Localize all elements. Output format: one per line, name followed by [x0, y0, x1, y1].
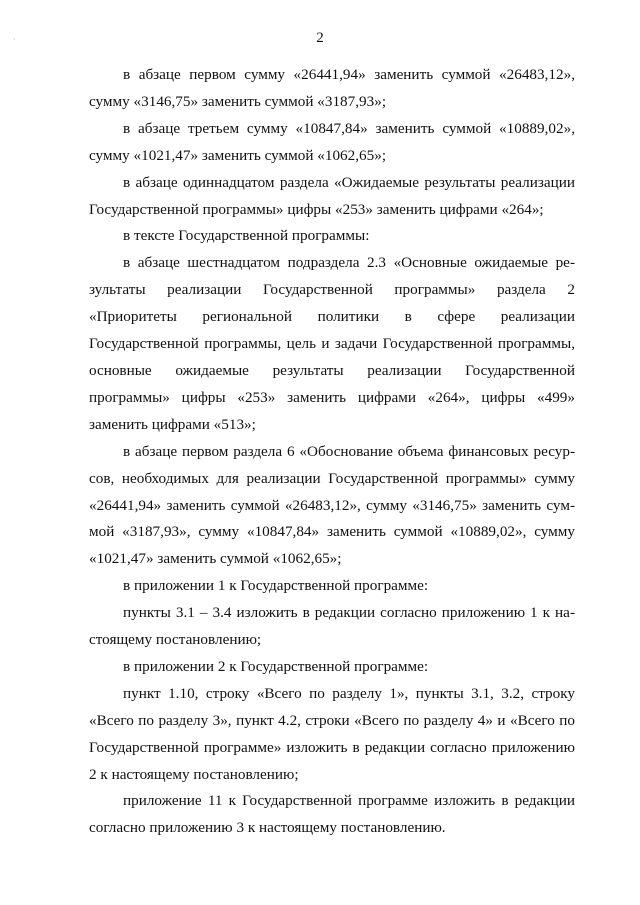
paragraph-3: в абзаце одиннадцатом раздела «Ожидаемые результаты реализации Государственной программы» цифры «253» заменить цифрами «264»; — [89, 173, 575, 218]
paragraph-6: в абзаце первом раздела 6 «Обоснование объема финансовых ресурсов, необходимых для реализации Государственной программы» сумму «26441,94» заменить суммой «26483,12», сумму «3146,75» заменить суммой «3187,93», сумму «10847,84» заменить суммой «10889,02», сумму «1021,47» заменить суммой «1062,65»; — [89, 442, 575, 568]
paragraph-7: в приложении 1 к Государственной программе: — [123, 577, 429, 595]
paragraph-11: приложение 11 к Государственной программе изложить в редакции согласно приложению 3 к настоящему постановлению. — [89, 792, 575, 837]
document-body — [89, 62, 575, 842]
paragraph-9: в приложении 2 к Государственной программе: — [123, 657, 429, 675]
paragraph-5: в абзаце шестнадцатом подраздела 2.3 «Основные ожидаемые результаты реализации Государственной программы» раздела 2 «Приоритеты региональной политики в сфере реализации Государственной программы, цель и задачи Государственной программы, основные ожидаемые результаты реализации Государственной программы» цифры «253» заменить цифрами «264», цифры «499» заменить цифрами «513»; — [89, 254, 575, 433]
paragraph-2: в абзаце третьем сумму «10847,84» заменить суммой «10889,02», сумму «1021,47» заменить суммой «1062,65»; — [89, 119, 575, 164]
paragraph-8: пункты 3.1 – 3.4 изложить в редакции согласно приложению 1 к настоящему постановлению; — [89, 604, 575, 649]
margin-mark: ʾ — [13, 38, 16, 46]
page-number: 2 — [316, 30, 324, 46]
paragraph-4: в тексте Государственной программы: — [123, 227, 370, 245]
paragraph-1: в абзаце первом сумму «26441,94» заменить суммой «26483,12», сумму «3146,75» заменить суммой «3187,93»; — [89, 66, 575, 110]
paragraph-10: пункт 1.10, строку «Всего по разделу 1», пункты 3.1, 3.2, строку «Всего по разделу 3», пункт 4.2, строки «Всего по разделу 4» и «Всего по Государственной программе» изложить в редакции согласно приложению 2 к настоящему постановлению; — [89, 684, 575, 783]
